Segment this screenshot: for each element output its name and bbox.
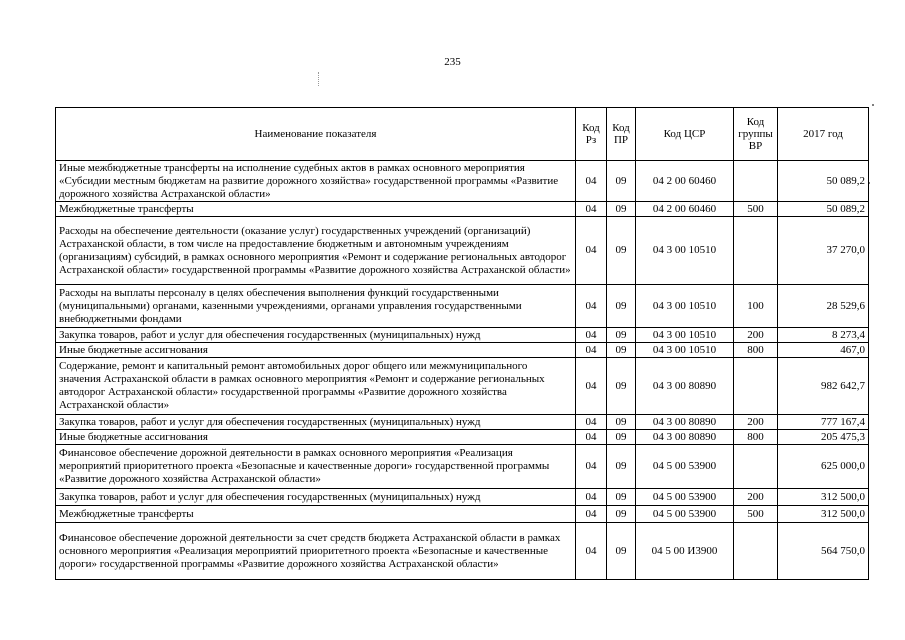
budget-table	[55, 107, 869, 580]
row-rz: 04	[576, 445, 607, 489]
row-sum: 37 270,0	[778, 217, 869, 285]
row-rz: 04	[576, 430, 607, 445]
row-name: Финансовое обеспечение дорожной деятельности в рамках основного мероприятия «Реализация мероприятий приоритетного проекта «Безопасные и качественные дороги» государственной программы «Развитие дорожного хозяйства Астраханской области»	[56, 445, 576, 489]
row-pr: 09	[607, 328, 636, 343]
row-vr: 800	[734, 343, 778, 358]
row-csr: 04 3 00 80890	[636, 358, 734, 415]
table-row	[56, 202, 869, 217]
row-name: Расходы на выплаты персоналу в целях обеспечения выполнения функций государственными (муниципальными) органами, казенными учреждениями, органами управления государственными внебюджетными фондами	[56, 285, 576, 328]
row-rz: 04	[576, 415, 607, 430]
row-vr	[734, 523, 778, 580]
row-sum: 205 475,3	[778, 430, 869, 445]
row-name: Иные межбюджетные трансферты на исполнение судебных актов в рамках основного мероприятия «Субсидии местным бюджетам на развитие дорожного хозяйства» государственной программы «Развитие дорожного хозяйства Астраханской области»	[56, 161, 576, 202]
table-row	[56, 506, 869, 523]
row-rz: 04	[576, 328, 607, 343]
row-pr: 09	[607, 285, 636, 328]
row-sum: 50 089,2	[778, 202, 869, 217]
row-rz: 04	[576, 217, 607, 285]
row-pr: 09	[607, 217, 636, 285]
row-pr: 09	[607, 506, 636, 523]
row-name: Межбюджетные трансферты	[56, 202, 576, 217]
row-name: Иные бюджетные ассигнования	[56, 430, 576, 445]
row-vr: 500	[734, 506, 778, 523]
row-sum: 312 500,0	[778, 506, 869, 523]
row-sum: 982 642,7	[778, 358, 869, 415]
table-header-row	[56, 108, 869, 161]
row-rz: 04	[576, 202, 607, 217]
row-pr: 09	[607, 343, 636, 358]
table-row	[56, 217, 869, 285]
row-csr: 04 2 00 60460	[636, 202, 734, 217]
row-csr: 04 3 00 10510	[636, 217, 734, 285]
row-csr: 04 5 00 53900	[636, 445, 734, 489]
row-pr: 09	[607, 430, 636, 445]
table-row	[56, 430, 869, 445]
row-sum: 467,0	[778, 343, 869, 358]
row-pr: 09	[607, 415, 636, 430]
header-pr: Код ПР	[607, 108, 636, 161]
row-name: Содержание, ремонт и капитальный ремонт автомобильных дорог общего или межмуниципального значения Астраханской области в рамках основного мероприятия «Ремонт и содержание региональных автодорог Астраханской области» государственной программы «Развитие дорожного хозяйства Астраханской области»	[56, 358, 576, 415]
header-year: 2017 год	[778, 108, 869, 161]
row-csr: 04 2 00 60460	[636, 161, 734, 202]
row-sum: 50 089,2	[778, 161, 869, 202]
row-vr	[734, 161, 778, 202]
row-csr: 04 5 00 И3900	[636, 523, 734, 580]
row-rz: 04	[576, 523, 607, 580]
row-name: Закупка товаров, работ и услуг для обеспечения государственных (муниципальных) нужд	[56, 328, 576, 343]
row-pr: 09	[607, 202, 636, 217]
table-row	[56, 489, 869, 506]
row-csr: 04 5 00 53900	[636, 489, 734, 506]
row-name: Расходы на обеспечение деятельности (оказание услуг) государственных учреждений (организаций) Астраханской области, в том числе на предоставление бюджетным и автономным учреждениям (организациям) субсидий, в рамках основного мероприятия «Ремонт и содержание региональных автодорог Астраханской области» государственной программы «Развитие дорожного хозяйства Астраханской области»	[56, 217, 576, 285]
table-row	[56, 343, 869, 358]
row-rz: 04	[576, 161, 607, 202]
table-row	[56, 328, 869, 343]
row-vr: 100	[734, 285, 778, 328]
header-vr: Код группы ВР	[734, 108, 778, 161]
row-vr: 500	[734, 202, 778, 217]
row-csr: 04 3 00 10510	[636, 285, 734, 328]
row-sum: 777 167,4	[778, 415, 869, 430]
row-name: Межбюджетные трансферты	[56, 506, 576, 523]
row-sum: 28 529,6	[778, 285, 869, 328]
table-row	[56, 358, 869, 415]
table-row	[56, 285, 869, 328]
scan-speck	[872, 104, 874, 106]
row-pr: 09	[607, 489, 636, 506]
row-vr: 800	[734, 430, 778, 445]
page-number: 235	[444, 56, 461, 68]
row-vr: 200	[734, 489, 778, 506]
scan-margin-mark	[318, 72, 320, 86]
row-name: Финансовое обеспечение дорожной деятельности за счет средств бюджета Астраханской области в рамках основного мероприятия «Реализация мероприятий приоритетного проекта «Безопасные и качественные дороги» государственной программы «Развитие дорожного хозяйства Астраханской области»	[56, 523, 576, 580]
table-row	[56, 523, 869, 580]
row-rz: 04	[576, 358, 607, 415]
row-vr	[734, 217, 778, 285]
row-pr: 09	[607, 445, 636, 489]
table-row	[56, 415, 869, 430]
row-pr: 09	[607, 523, 636, 580]
row-csr: 04 3 00 80890	[636, 430, 734, 445]
row-vr	[734, 358, 778, 415]
header-rz: Код Рз	[576, 108, 607, 161]
row-sum: 312 500,0	[778, 489, 869, 506]
row-csr: 04 3 00 10510	[636, 328, 734, 343]
row-name: Закупка товаров, работ и услуг для обеспечения государственных (муниципальных) нужд	[56, 415, 576, 430]
row-pr: 09	[607, 358, 636, 415]
row-vr	[734, 445, 778, 489]
table-row	[56, 161, 869, 202]
row-vr: 200	[734, 328, 778, 343]
row-csr: 04 3 00 10510	[636, 343, 734, 358]
row-pr: 09	[607, 161, 636, 202]
header-csr: Код ЦСР	[636, 108, 734, 161]
row-name: Иные бюджетные ассигнования	[56, 343, 576, 358]
row-name: Закупка товаров, работ и услуг для обеспечения государственных (муниципальных) нужд	[56, 489, 576, 506]
row-rz: 04	[576, 343, 607, 358]
row-sum: 564 750,0	[778, 523, 869, 580]
row-rz: 04	[576, 489, 607, 506]
table-row	[56, 445, 869, 489]
row-csr: 04 3 00 80890	[636, 415, 734, 430]
header-name: Наименование показателя	[56, 108, 576, 161]
row-rz: 04	[576, 506, 607, 523]
row-sum: 625 000,0	[778, 445, 869, 489]
row-vr: 200	[734, 415, 778, 430]
row-csr: 04 5 00 53900	[636, 506, 734, 523]
row-sum: 8 273,4	[778, 328, 869, 343]
row-rz: 04	[576, 285, 607, 328]
